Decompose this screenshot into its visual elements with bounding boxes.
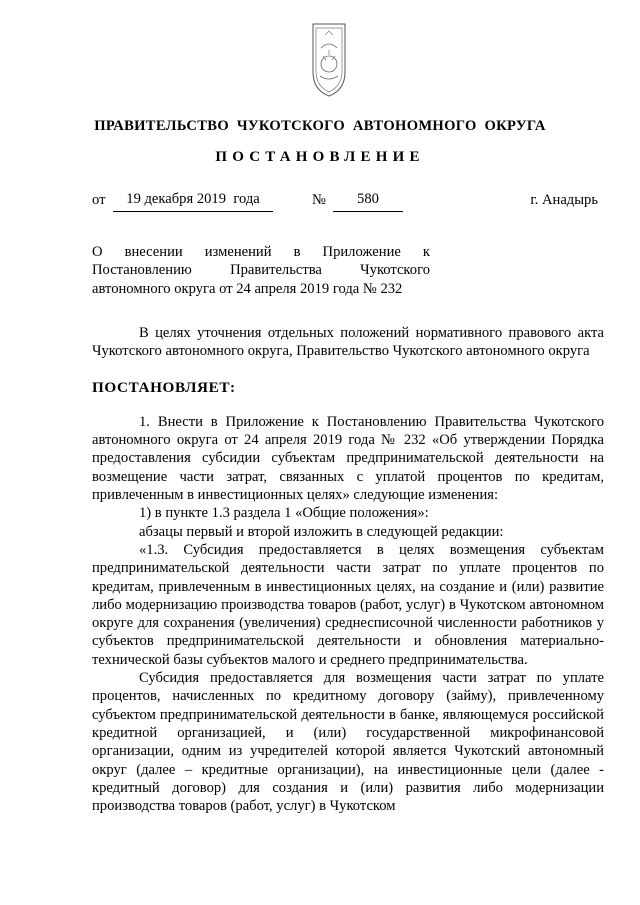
preamble-paragraph: В целях уточнения отдельных положений нормативного правового акта Чукотского автономного округа, Правительство Чукотского автономного округа (92, 325, 604, 360)
resolves-heading: ПОСТАНОВЛЯЕТ: (92, 378, 236, 396)
decree-subject (92, 243, 430, 298)
decree-body (92, 324, 604, 815)
body-paragraph: 1) в пункте 1.3 раздела 1 «Общие положения»: (139, 505, 429, 522)
government-title: ПРАВИТЕЛЬСТВО ЧУКОТСКОГО АВТОНОМНОГО ОКРУГА (94, 118, 546, 134)
date-prefix: от (92, 192, 106, 208)
subject-line: автономного округа от 24 апреля 2019 года № 232 (92, 280, 403, 297)
body-paragraph: «1.3. Субсидия предоставляется в целях возмещения субъектам предпринимательской деятельности части затрат по уплате процентов по кредитам, привлеченным в инвестиционных целях, на создание и (или) развитие либо модернизацию производства товаров (работ, услуг) в Чукотском автономном округе для сохранения (увеличения) среднесписочной численности работников у субъектов предпринимательской деятельности и обновления материально-технической базы субъектов малого и среднего предпринимательства. (92, 541, 604, 668)
subject-line: Постановлению Правительства Чукотского (92, 262, 430, 279)
body-paragraph: 1. Внести в Приложение к Постановлению Правительства Чукотского автономного округа от 24 апреля 2019 года № 232 «Об утверждении Порядка предоставления субсидии субъектам предпринимательской деятельности на возмещение части затрат, связанных с уплатой процентов по кредитам, привлеченным в инвестиционных целях» следующие изменения: (92, 413, 604, 504)
subject-line: О внесении изменений в Приложение к (92, 244, 430, 260)
decree-date: 19 декабря 2019 года (113, 191, 273, 212)
decree-number: 580 (333, 191, 403, 212)
decree-type-title: ПОСТАНОВЛЕНИЕ (215, 149, 425, 165)
coat-of-arms-icon (303, 20, 355, 100)
city-name: г. Анадырь (530, 192, 598, 208)
body-paragraph: Субсидия предоставляется для возмещения части затрат по уплате процентов, начисленных по кредитному договору (займу), привлеченному субъектом предпринимательской деятельности в банке, являющемуся российской кредитной организацией, и (или) государственной микрофинансовой организации, одним из учредителей которой является Чукотский автономный округ (далее – кредитные организации), на инвестиционные цели (далее - кредитный договор) для создания и (или) развития либо модернизации производства товаров (работ, услуг) в Чукотском (92, 670, 604, 815)
body-paragraph: абзацы первый и второй изложить в следующей редакции: (139, 523, 504, 540)
number-prefix: № (312, 192, 326, 208)
